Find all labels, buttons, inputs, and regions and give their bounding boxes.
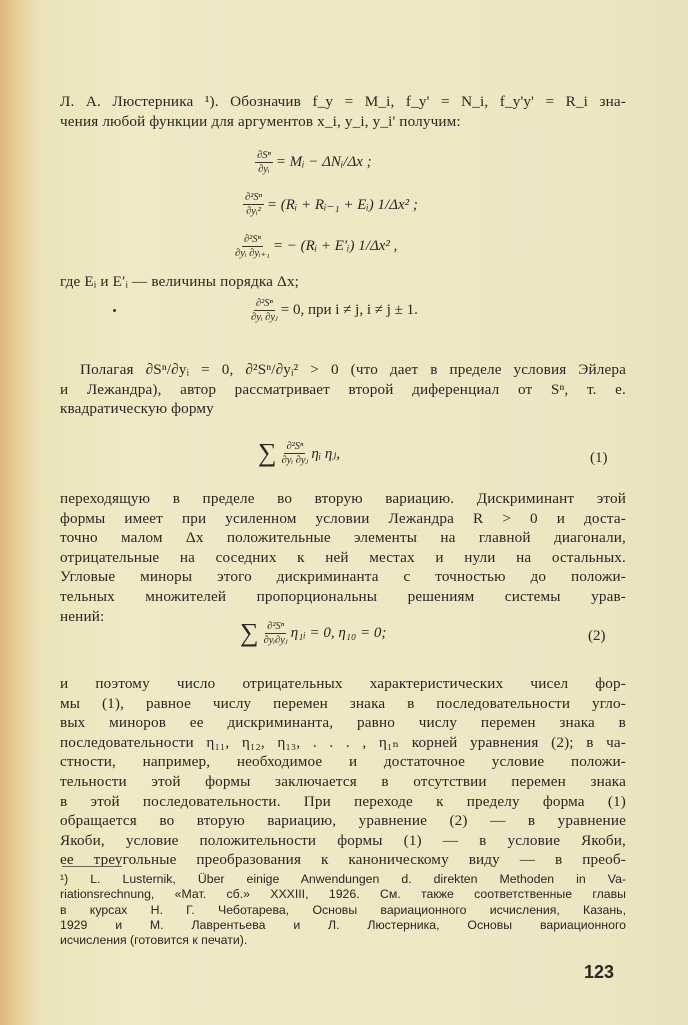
sum-symbol: ∑	[240, 618, 259, 647]
text-line: отрицательные на соседних к ней местах и нули на остальных.	[60, 548, 626, 566]
text-line: Угловые миноры этого дискриминанта с точностью до положи-	[60, 568, 626, 586]
equation-quadratic-form: ∑ $\frac{\text{∂²Sⁿ}}{\text{∂yᵢ ∂yⱼ}}$ ηᵢ ηⱼ,	[258, 438, 341, 467]
text-line: стности, например, необходимое и достаточное условие положи-	[60, 753, 626, 771]
text-line: нений:	[60, 607, 105, 625]
text-line: обращается во вторую вариацию, уравнение (2) — в уравнение	[60, 812, 626, 830]
text-line: квадратическую форму	[60, 400, 214, 418]
footnote	[60, 872, 626, 948]
text-line: точно малом Δx положительные элементы на главной диагонали,	[60, 529, 626, 547]
text-line: тельных множителей пропорциональны решениям системы урав-	[60, 587, 626, 605]
text-line: Полагая ∂Sⁿ/∂yᵢ = 0, ∂²Sⁿ/∂yᵢ² > 0 (что дает в пределе условия Эйлера	[80, 361, 626, 378]
footnote-divider	[62, 866, 122, 867]
text-line: и Лежандра), автор рассматривает второй диференциал от Sⁿ, т. е.	[60, 380, 626, 398]
equation-rhs: = 0, при i ≠ j, i ≠ j ± 1.	[280, 302, 418, 318]
equation-rhs: = Mᵢ − ΔNᵢ/Δx ;	[275, 154, 372, 170]
text-line: тельности этой формы заключается в отсутствии перемен знака	[60, 772, 626, 790]
footnote-line: 1929 и М. Лаврентьева и Л. Люстерника, Основы вариационного	[60, 917, 626, 932]
footnote-line: ¹) L. Lusternik, Über einige Anwendungen d. direkten Methoden in Va-	[60, 872, 626, 886]
text-line: и поэтому число отрицательных характеристических чисел фор-	[60, 675, 626, 692]
text-line: в этой последовательности. При переходе к пределу форма (1)	[60, 792, 626, 810]
text-line: вых миноров ее дискриминанта, равно числу перемен знака в	[60, 714, 626, 732]
text-line: переходящую в пределе во вторую вариацию. Дискриминант этой	[60, 490, 626, 507]
equation-label-2: (2)	[588, 628, 606, 644]
equation-first-derivative	[252, 150, 372, 175]
fraction: $\frac{\text{∂²Sⁿ}}{\text{∂yᵢ²}}$	[245, 192, 262, 217]
equation-mixed-derivative	[232, 234, 397, 259]
fraction: $\frac{\text{∂Sⁿ}}{\text{∂yᵢ}}$	[257, 150, 271, 175]
footnote-line: исчисления (готовится к печати).	[60, 933, 248, 948]
fraction: $\frac{\text{∂²Sⁿ}}{\text{∂yᵢ∂yⱼ}}$	[263, 620, 288, 646]
equation-system: ∑ $\frac{\text{∂²Sⁿ}}{\text{∂yᵢ∂yⱼ}}$ η₁ᵢ = 0, η₁₀ = 0;	[240, 618, 387, 647]
paragraph-discriminant	[60, 489, 626, 626]
text-line: чения любой функции для аргументов x_i, y_i, y_i' получим:	[60, 112, 461, 130]
text-line: формы имеет при усиленном условии Лежандра R > 0 и доста-	[60, 509, 626, 527]
sum-symbol: ∑	[258, 438, 277, 467]
text-line: последовательности η₁₁, η₁₂, η₁₃, . . . , η₁ₙ корней уравнения (2); в ча-	[60, 733, 626, 751]
equation-label-1: (1)	[590, 450, 608, 466]
text-line: Якоби, условие положительности формы (1) — в условие Якоби,	[60, 831, 626, 849]
equation-second-derivative	[240, 192, 418, 217]
where-line: где Eᵢ и E′ᵢ — величины порядка Δx;	[60, 273, 300, 290]
footnote-line: в курсах Н. Г. Чеботарева, Основы вариационного исчисления, Казань,	[60, 902, 626, 917]
equation-rhs: = − (Rᵢ + E′ᵢ) 1/Δx² ,	[272, 238, 398, 254]
stray-mark	[113, 309, 116, 312]
page-number: 123	[584, 962, 615, 982]
equation-zero-condition	[248, 298, 418, 323]
equation-rhs: = (Rᵢ + Rᵢ₋₁ + Eᵢ) 1/Δx² ;	[266, 197, 418, 213]
paragraph-conclusion	[60, 674, 626, 870]
text-line: Л. А. Люстерника ¹). Обозначив f_y = M_i, f_y' = N_i, f_y'y' = R_i зна-	[60, 93, 626, 110]
fraction: $\frac{\text{∂²Sⁿ}}{\text{∂yᵢ ∂yⱼ}}$	[251, 298, 278, 323]
fraction: $\frac{\text{∂²Sⁿ}}{\text{∂yᵢ ∂yⱼ}}$	[281, 440, 309, 466]
fraction: $\frac{\text{∂²Sⁿ}}{\text{∂yᵢ ∂yᵢ₊₁}}$	[235, 234, 270, 259]
intro-paragraph	[60, 92, 626, 131]
paragraph-assumption	[60, 360, 626, 419]
text-line: мы (1), равное числу перемен знака в последовательности угло-	[60, 694, 626, 712]
footnote-line: riationsrechnung, «Мат. сб.» XXXIII, 1926. См. также соответственные главы	[60, 887, 626, 902]
text-line: ее треугольные преобразования к каноническому виду — в преоб-	[60, 851, 626, 869]
